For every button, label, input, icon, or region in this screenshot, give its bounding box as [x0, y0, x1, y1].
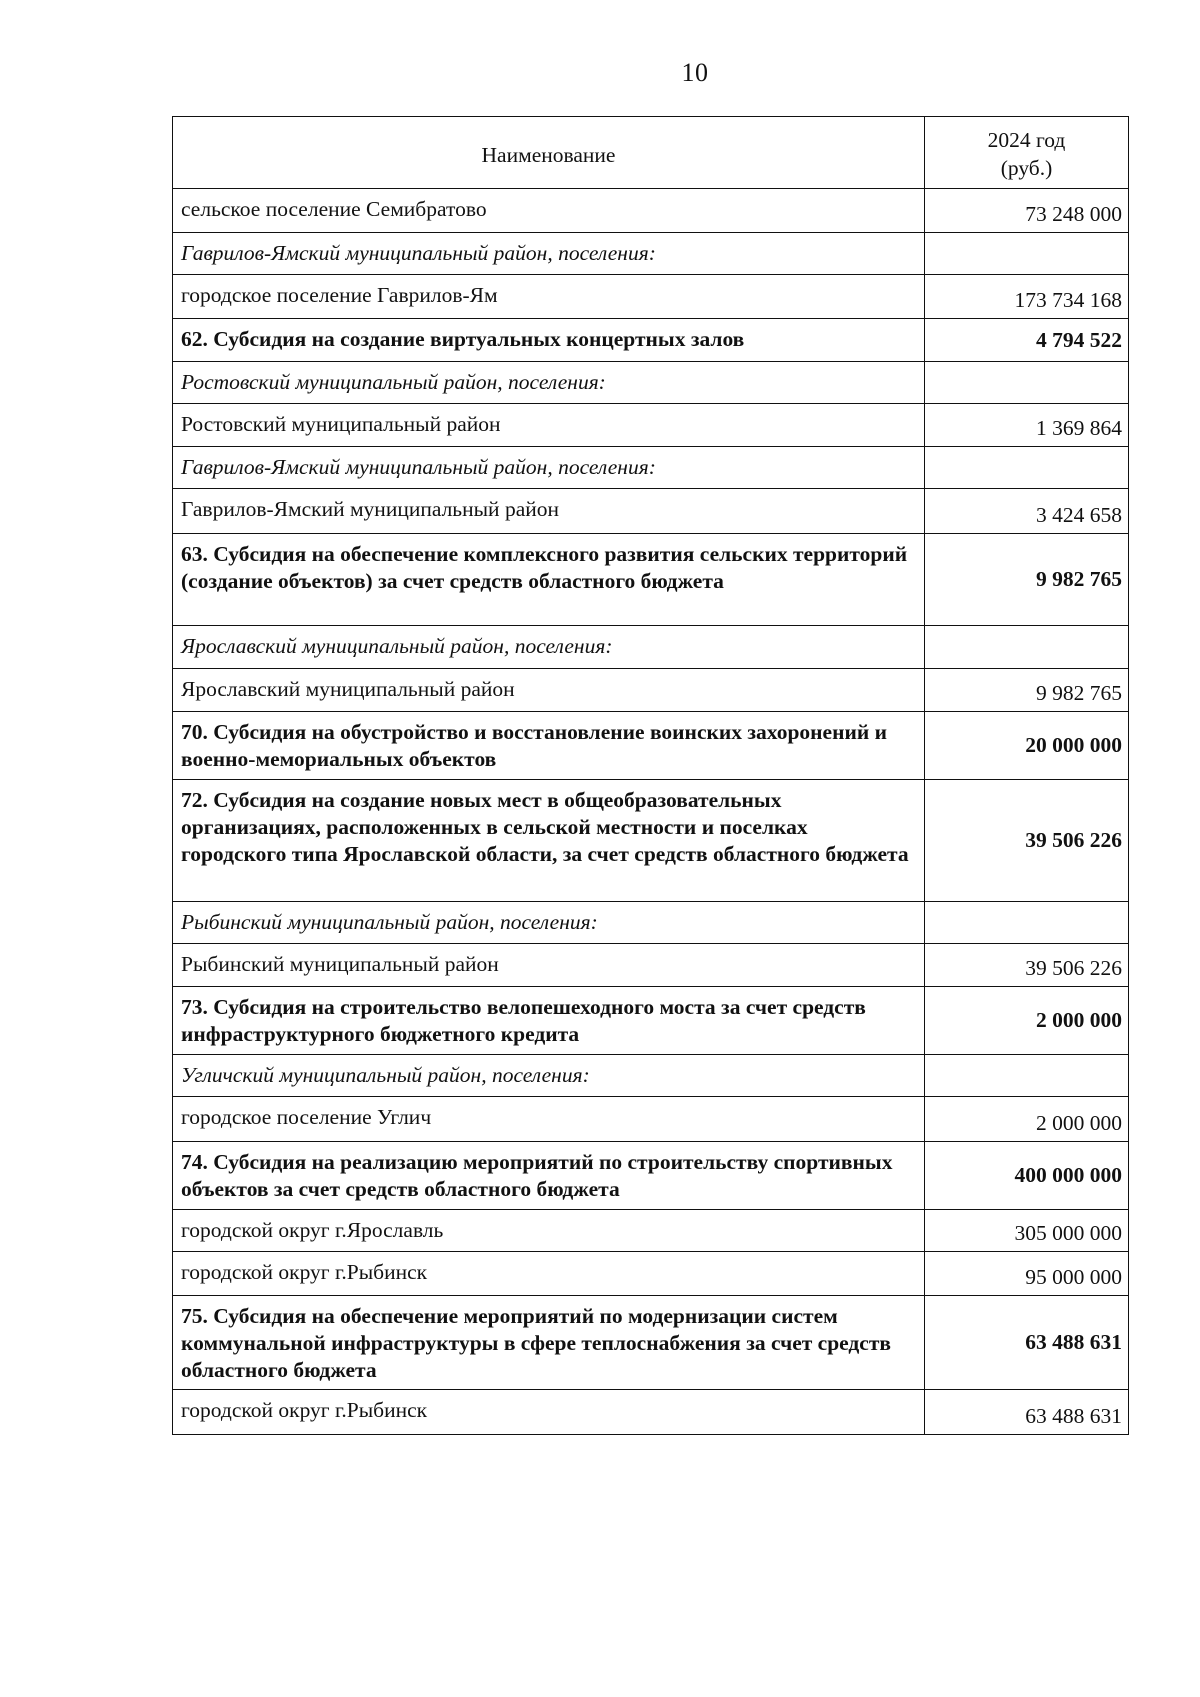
row-name: 73. Субсидия на строительство велопешеходного моста за счет средств инфраструктурного бюджетного кредита — [173, 987, 925, 1055]
subsidy-row — [173, 987, 1129, 1055]
row-amount — [925, 447, 1129, 489]
row-amount: 1 369 864 — [925, 404, 1129, 447]
row-amount: 63 488 631 — [925, 1296, 1129, 1390]
row-amount: 73 248 000 — [925, 189, 1129, 233]
row-name: городское поселение Углич — [173, 1097, 925, 1142]
table-row — [173, 944, 1129, 987]
row-amount: 39 506 226 — [925, 944, 1129, 987]
row-name: Рыбинский муниципальный район — [173, 944, 925, 987]
row-name: Рыбинский муниципальный район, поселения: — [173, 902, 925, 944]
column-header-year — [925, 117, 1129, 189]
row-name: 74. Субсидия на реализацию мероприятий по строительству спортивных объектов за счет средств областного бюджета — [173, 1142, 925, 1210]
row-name: Гаврилов-Ямский муниципальный район, поселения: — [173, 233, 925, 275]
budget-table — [172, 116, 1129, 1435]
row-name: Угличский муниципальный район, поселения: — [173, 1055, 925, 1097]
region-row — [173, 233, 1129, 275]
row-name: Ростовский муниципальный район, поселения: — [173, 362, 925, 404]
table-row — [173, 189, 1129, 233]
subsidy-row — [173, 780, 1129, 902]
row-amount — [925, 233, 1129, 275]
row-amount: 400 000 000 — [925, 1142, 1129, 1210]
row-amount: 95 000 000 — [925, 1252, 1129, 1296]
row-amount: 9 982 765 — [925, 669, 1129, 712]
region-row — [173, 447, 1129, 489]
row-amount: 39 506 226 — [925, 780, 1129, 902]
row-amount — [925, 902, 1129, 944]
row-name: Ростовский муниципальный район — [173, 404, 925, 447]
table-row — [173, 275, 1129, 319]
row-name: Ярославский муниципальный район — [173, 669, 925, 712]
column-header-year-label: 2024 год — [987, 127, 1066, 152]
region-row — [173, 1055, 1129, 1097]
column-header-unit: (руб.) — [1000, 155, 1053, 180]
table-row — [173, 1252, 1129, 1296]
table-header-row — [173, 117, 1129, 189]
region-row — [173, 362, 1129, 404]
row-name: городское поселение Гаврилов-Ям — [173, 275, 925, 319]
table-row — [173, 1097, 1129, 1142]
row-name: городской округ г.Рыбинск — [173, 1390, 925, 1435]
table-row — [173, 669, 1129, 712]
region-row — [173, 902, 1129, 944]
subsidy-row — [173, 319, 1129, 362]
row-amount: 9 982 765 — [925, 534, 1129, 626]
row-name: 62. Субсидия на создание виртуальных концертных залов — [173, 319, 925, 362]
row-amount: 173 734 168 — [925, 275, 1129, 319]
table-row — [173, 1210, 1129, 1252]
row-amount: 3 424 658 — [925, 489, 1129, 534]
row-name: 72. Субсидия на создание новых мест в общеобразовательных организациях, расположенных в сельской местности и поселках городского типа Ярославской области, за счет средств областного бюджета — [173, 780, 925, 902]
table-row — [173, 489, 1129, 534]
row-amount: 4 794 522 — [925, 319, 1129, 362]
row-name: Ярославский муниципальный район, поселения: — [173, 626, 925, 669]
row-amount — [925, 626, 1129, 669]
row-name: городской округ г.Рыбинск — [173, 1252, 925, 1296]
row-name: 63. Субсидия на обеспечение комплексного развития сельских территорий (создание объектов) за счет средств областного бюджета — [173, 534, 925, 626]
region-row — [173, 626, 1129, 669]
row-name: городской округ г.Ярославль — [173, 1210, 925, 1252]
subsidy-row — [173, 1296, 1129, 1390]
row-amount: 305 000 000 — [925, 1210, 1129, 1252]
row-name: Гаврилов-Ямский муниципальный район, поселения: — [173, 447, 925, 489]
page-number: 10 — [681, 58, 709, 87]
row-amount: 2 000 000 — [925, 1097, 1129, 1142]
subsidy-row — [173, 534, 1129, 626]
row-amount: 2 000 000 — [925, 987, 1129, 1055]
row-amount — [925, 1055, 1129, 1097]
row-name: 75. Субсидия на обеспечение мероприятий по модернизации систем коммунальной инфраструктуры в сфере теплоснабжения за счет средств областного бюджета — [173, 1296, 925, 1390]
subsidy-row — [173, 712, 1129, 780]
row-amount: 20 000 000 — [925, 712, 1129, 780]
row-amount: 63 488 631 — [925, 1390, 1129, 1435]
row-name: сельское поселение Семибратово — [173, 189, 925, 233]
column-header-name: Наименование — [173, 117, 925, 189]
table-row — [173, 404, 1129, 447]
row-amount — [925, 362, 1129, 404]
table-row — [173, 1390, 1129, 1435]
row-name: Гаврилов-Ямский муниципальный район — [173, 489, 925, 534]
subsidy-row — [173, 1142, 1129, 1210]
row-name: 70. Субсидия на обустройство и восстановление воинских захоронений и военно-мемориальных объектов — [173, 712, 925, 780]
